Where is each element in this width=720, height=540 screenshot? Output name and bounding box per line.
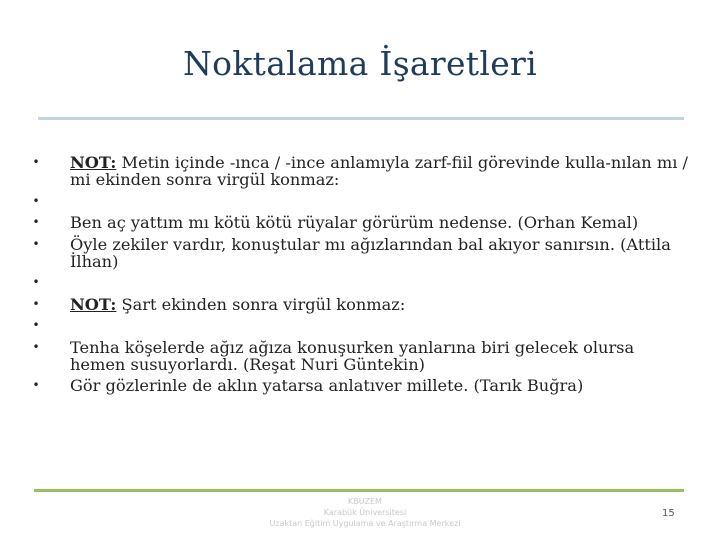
bullet-dot-icon: • [32,318,40,332]
title-divider [38,117,684,120]
note-label: NOT: [70,294,117,314]
bullet-item [30,236,690,270]
bullet-dot-icon: • [32,193,40,208]
bullet-item [30,296,690,313]
bullet-text: Ben aç yattım mı kötü kötü rüyalar görürüm nedense. (Orhan Kemal) [70,213,639,232]
bullet-dot-icon: • [32,155,40,169]
bullet-text: Tenha köşelerde ağız ağıza konuşurken yanlarına biri gelecek olursa hemen susuyorlardı. (Reşat Nuri Güntekin) [70,337,635,374]
bullet-text: Şart ekinden sonra virgül konmaz: [116,294,406,314]
bullet-item [30,317,690,334]
bullet-dot-icon: • [32,275,40,289]
bullet-item [30,193,690,210]
footer-divider [34,489,684,492]
bullet-dot-icon: • [32,236,40,251]
bullet-list [30,154,690,399]
slide-title: Noktalama İşaretleri [183,44,537,83]
footer-line-2: Karabük Üniversitesi [323,508,407,517]
bullet-text: Gör gözlerinle de aklın yatarsa anlatıver millete. (Tarık Buğra) [70,376,584,395]
note-label: NOT: [70,153,117,172]
bullet-text: Öyle zekiler vardır, konuştular mı ağızlarından bal akıyor sanırsın. (Attila İlhan) [70,234,671,271]
bullet-dot-icon: • [32,296,40,311]
bullet-item [30,274,690,291]
bullet-dot-icon: • [32,215,40,229]
bullet-text: Metin içinde -ınca / -ince anlamıyla zarf-fiil görevinde kulla-nılan mı / mi ekinden sonra virgül konmaz: [70,153,688,189]
bullet-dot-icon: • [32,378,40,392]
footer [220,496,510,529]
bullet-item [30,377,690,394]
bullet-item [30,214,690,231]
bullet-dot-icon: • [32,339,40,354]
bullet-item [30,154,690,188]
page-number: 15 [662,508,675,519]
footer-line-1: KBUZEM [348,497,382,506]
footer-line-3: Uzaktan Eğitim Uygulama ve Araştırma Merkezi [269,519,461,528]
bullet-item [30,339,690,373]
